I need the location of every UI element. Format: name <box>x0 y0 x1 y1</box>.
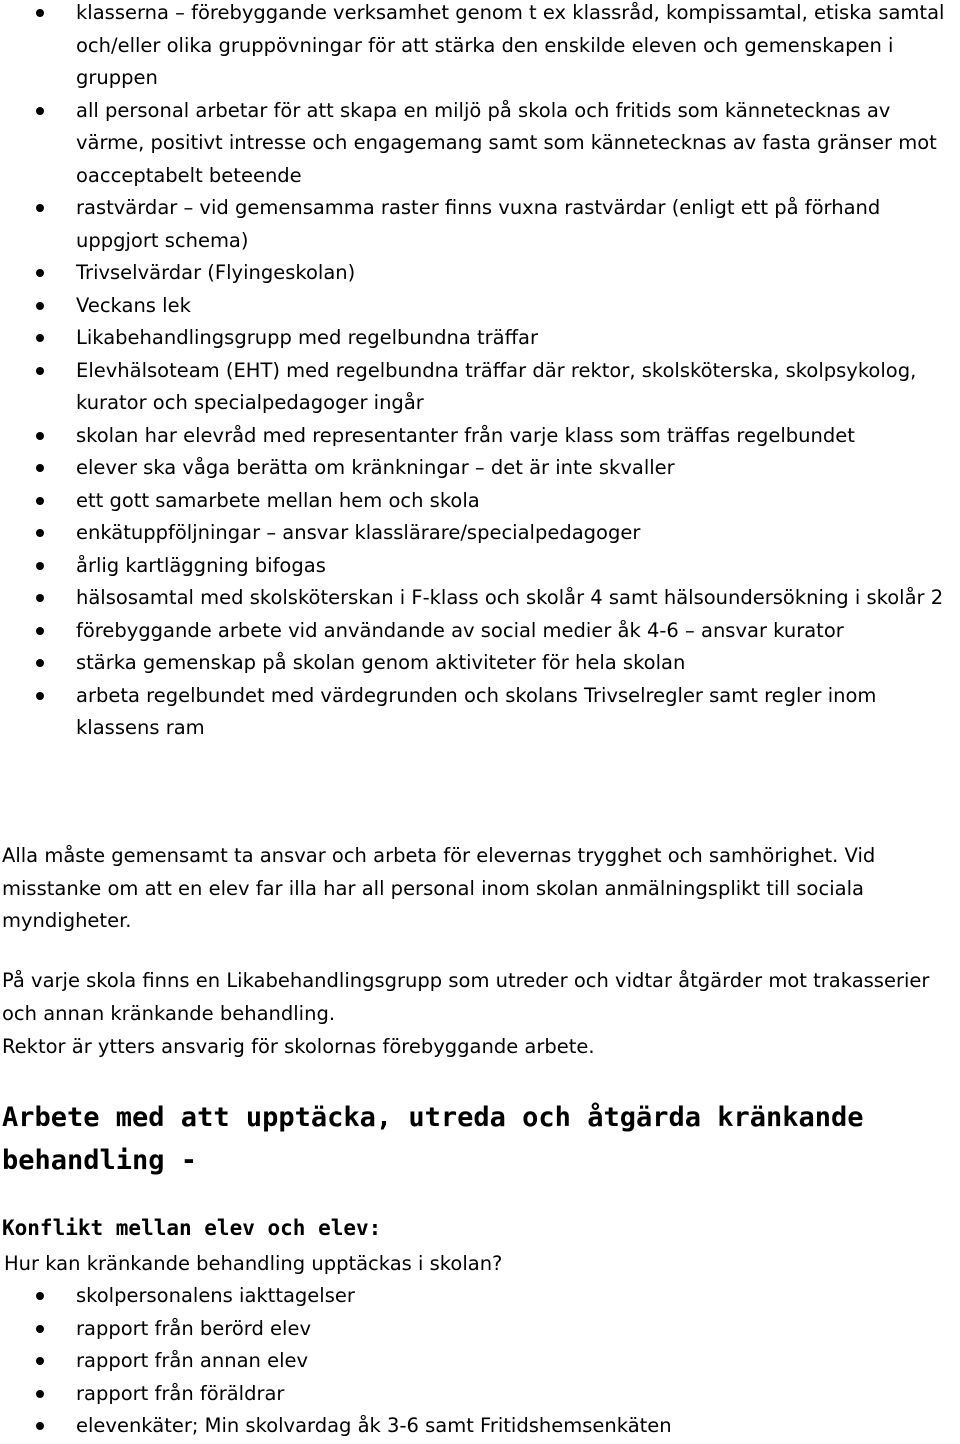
list-item-text: rapport från annan elev <box>76 1349 309 1372</box>
bullet-icon <box>36 1325 44 1333</box>
list-item-text: rapport från föräldrar <box>76 1381 285 1405</box>
bullet-icon <box>36 269 44 277</box>
list-item <box>0 517 960 550</box>
bullet-icon <box>36 9 44 17</box>
list-item <box>0 95 960 193</box>
list-item <box>0 1280 960 1313</box>
list-item <box>0 647 960 680</box>
bullet-icon <box>36 562 44 570</box>
bullet-icon <box>36 432 44 440</box>
bullet-icon <box>36 1390 44 1398</box>
bullet-icon <box>36 497 44 505</box>
list-item-text: förebyggande arbete vid användande av social medier åk 4-6 – ansvar kurator <box>76 618 844 642</box>
list-item-text: Trivselvärdar (Flyingeskolan) <box>76 261 356 284</box>
list-item-text: skolan har elevråd med representanter från varje klass som träffas regelbundet <box>76 423 855 447</box>
bullet-icon <box>36 692 44 700</box>
list-item-text: Likabehandlingsgrupp med regelbundna träffar <box>76 326 538 349</box>
list-item <box>0 1313 960 1346</box>
bullet-icon <box>36 107 44 115</box>
list-item-text: ett gott samarbete mellan hem och skola <box>76 488 480 512</box>
list-item <box>0 192 960 257</box>
bullet-icon <box>36 334 44 342</box>
bullet-icon <box>36 594 44 602</box>
bullet-icon <box>36 659 44 667</box>
list-item-text: elevenkäter; Min skolvardag åk 3-6 samt Fritidshemsenkäten <box>76 1414 672 1437</box>
list-item <box>0 1345 960 1378</box>
list-item-text: hälsosamtal med skolsköterskan i F-klass och skolår 4 samt hälsoundersökning i skolår 2 <box>76 586 944 609</box>
list-item <box>0 485 960 518</box>
list-item <box>0 420 960 453</box>
bullet-icon <box>36 204 44 212</box>
list-item-text: Elevhälsoteam (EHT) med regelbundna träffar där rektor, skolsköterska, skolpsykolog, kurator och specialpedagoger ingår <box>76 358 917 414</box>
bullet-icon <box>36 464 44 472</box>
list-item-text: stärka gemenskap på skolan genom aktiviteter för hela skolan <box>76 651 686 674</box>
list-item <box>0 680 960 745</box>
equal-treatment-group-paragraph: På varje skola finns en Likabehandlingsgrupp som utreder och vidtar åtgärder mot trakasserier och annan kränkande behandling. <box>2 969 930 1025</box>
list-item-text: rastvärdar – vid gemensamma raster finns vuxna rastvärdar (enligt ett på förhand uppgjort schema) <box>76 196 881 252</box>
responsibility-paragraph: Alla måste gemensamt ta ansvar och arbeta för elevernas trygghet och samhörighet. Vid misstanke om att en elev far illa har all personal inom skolan anmälningsplikt till sociala myndigheter. <box>2 844 876 932</box>
list-item <box>0 355 960 420</box>
list-item-text: klasserna – förebyggande verksamhet genom t ex klassråd, kompissamtal, etiska samtal och/eller olika gruppövningar för att stärka den enskilde eleven och gemenskapen i gruppen <box>76 1 945 89</box>
bullet-icon <box>36 1292 44 1300</box>
list-item-text: all personal arbetar för att skapa en miljö på skola och fritids som kännetecknas av värme, positivt intresse och engagemang samt som kännetecknas av fasta gränser mot oacceptabelt beteende <box>76 98 937 187</box>
section-subheading: Konflikt mellan elev och elev: <box>2 1216 382 1240</box>
list-item <box>0 615 960 648</box>
bullet-icon <box>36 367 44 375</box>
principal-responsibility-paragraph: Rektor är ytters ansvarig för skolornas förebyggande arbete. <box>2 1035 595 1058</box>
list-item-text: årlig kartläggning bifogas <box>76 553 326 577</box>
bullet-icon <box>36 627 44 635</box>
list-item <box>0 1378 960 1411</box>
list-item <box>0 452 960 485</box>
list-item <box>0 322 960 355</box>
list-item-text: skolpersonalens iakttagelser <box>76 1284 355 1307</box>
bullet-icon <box>36 529 44 537</box>
list-item <box>0 257 960 290</box>
list-item <box>0 550 960 583</box>
list-item <box>0 0 960 95</box>
list-item-text: enkätuppföljningar – ansvar klasslärare/specialpedagoger <box>76 521 641 544</box>
list-item <box>0 582 960 615</box>
bullet-icon <box>36 1357 44 1365</box>
detection-question: Hur kan kränkande behandling upptäckas i skolan? <box>4 1252 503 1275</box>
section-heading: Arbete med att upptäcka, utreda och åtgärda kränkande behandling - <box>2 1102 864 1176</box>
bullet-icon <box>36 302 44 310</box>
list-item-text: rapport från berörd elev <box>76 1316 311 1340</box>
detection-sources-list <box>0 1280 960 1443</box>
list-item-text: elever ska våga berätta om kränkningar – det är inte skvaller <box>76 456 675 479</box>
bullet-icon <box>36 1422 44 1430</box>
list-item-text: Veckans lek <box>76 293 191 317</box>
list-item-text: arbeta regelbundet med värdegrunden och skolans Trivselregler samt regler inom klassens ram <box>76 683 877 739</box>
list-item <box>0 1410 960 1443</box>
list-item <box>0 290 960 323</box>
